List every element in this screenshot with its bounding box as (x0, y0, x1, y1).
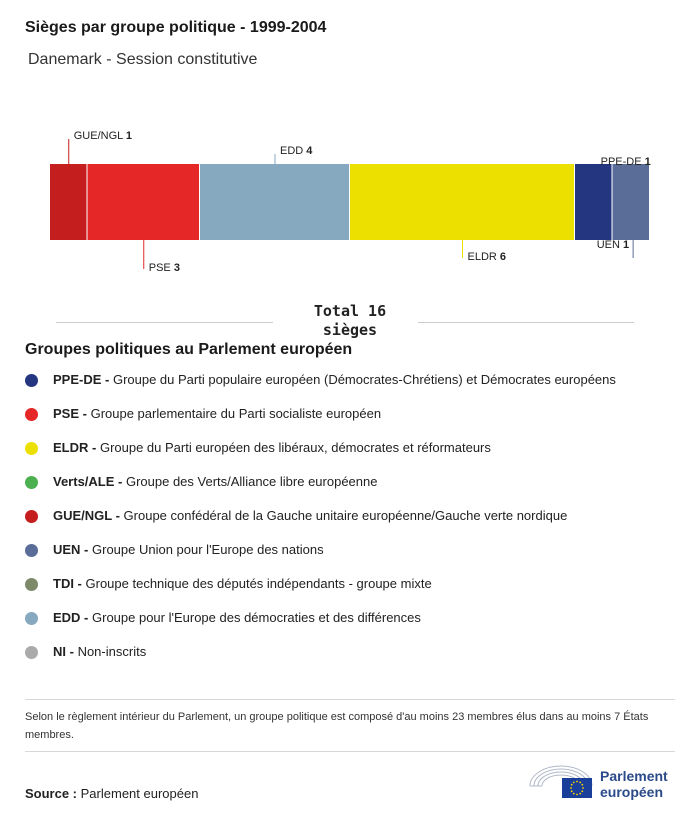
total-seats-label (290, 302, 410, 340)
legend-color-dot (25, 476, 38, 489)
segment-label (74, 130, 132, 142)
segment-label-name: GUE/NGL (73, 130, 126, 142)
source-label: Source : (25, 786, 78, 801)
segment-label-value: 1 (125, 130, 133, 142)
legend-description: Groupe Union pour l'Europe des nations (88, 542, 324, 557)
legend-description: Groupe du Parti européen des libéraux, démocrates et réformateurs (96, 440, 491, 455)
segment-label (597, 239, 629, 251)
legend-description: Groupe du Parti populaire européen (Démocrates-Chrétiens) et Démocrates européens (109, 372, 616, 387)
legend-color-dot (25, 646, 38, 659)
seats-bar-chart (0, 0, 700, 300)
legend-item (25, 608, 616, 642)
segment-label (601, 156, 651, 168)
legend-description: Groupe des Verts/Alliance libre européenne (122, 474, 378, 489)
legend-color-dot (25, 408, 38, 421)
bar-segment-uen (613, 164, 650, 240)
segment-label-name: ELDR (467, 251, 500, 263)
segment-label-value: 1 (644, 156, 651, 168)
total-divider-left (56, 322, 273, 323)
chart-subtitle: Danemark - Session constitutive (28, 51, 258, 68)
legend-item (25, 642, 616, 676)
legend-list (25, 370, 616, 676)
bar-segment-eldr (350, 164, 574, 240)
legend-description: Non-inscrits (73, 644, 147, 659)
legend-item (25, 574, 616, 608)
parliament-logo (528, 760, 688, 804)
source-value: Parlement européen (80, 786, 199, 801)
segment-label-name: PPE-DE (600, 156, 645, 168)
total-line-1: Total 16 (313, 302, 387, 320)
bar-segment-ppe-de (575, 164, 612, 240)
legend-abbreviation: UEN - (53, 542, 89, 557)
legend-description: Groupe technique des députés indépendants - groupe mixte (81, 576, 432, 591)
segment-label (468, 251, 507, 263)
legend-abbreviation: NI - (53, 644, 74, 659)
note-divider-top (25, 699, 675, 700)
segment-label-name: PSE (148, 262, 174, 274)
legend-abbreviation: EDD - (53, 610, 89, 625)
segment-label (280, 145, 313, 157)
legend-color-dot (25, 544, 38, 557)
note-divider-bottom (25, 751, 675, 752)
legend-abbreviation: TDI - (53, 576, 82, 591)
logo-wordmark (600, 768, 668, 800)
segment-label-value: 6 (499, 251, 507, 263)
legend-item (25, 404, 616, 438)
legend-item (25, 370, 616, 404)
legend-abbreviation: PSE - (53, 406, 87, 421)
footnote: Selon le règlement intérieur du Parlement, un groupe politique est composé d'au moins 23 membres élus dans au moins 7 États membres. (25, 711, 649, 741)
logo-line-1: Parlement (600, 768, 668, 784)
segment-label-value: 4 (306, 145, 313, 157)
total-divider-right (418, 322, 634, 323)
legend-abbreviation: Verts/ALE - (53, 474, 123, 489)
hemicycle-icon (528, 762, 596, 802)
segment-label-value: 3 (173, 262, 180, 274)
chart-title: Sièges par groupe politique - 1999-2004 (25, 19, 327, 36)
source-line (25, 786, 198, 801)
legend-color-dot (25, 612, 38, 625)
bar-segment-gue-ngl (50, 164, 87, 240)
segment-label-value: 1 (623, 239, 630, 251)
logo-line-2: européen (600, 784, 664, 800)
segment-label-name: UEN (596, 239, 623, 251)
legend-item (25, 540, 616, 574)
legend-color-dot (25, 578, 38, 591)
legend-abbreviation: GUE/NGL - (53, 508, 120, 523)
legend-color-dot (25, 510, 38, 523)
legend-item (25, 472, 616, 506)
legend-description: Groupe pour l'Europe des démocraties et des différences (88, 610, 421, 625)
bar-segment-pse (88, 164, 200, 240)
legend-description: Groupe parlementaire du Parti socialiste européen (86, 406, 382, 421)
bar-segment-edd (200, 164, 349, 240)
segment-label (149, 262, 180, 274)
legend-color-dot (25, 374, 38, 387)
legend-item (25, 506, 616, 540)
legend-description: Groupe confédéral de la Gauche unitaire européenne/Gauche verte nordique (119, 508, 568, 523)
legend-title: Groupes politiques au Parlement européen (25, 341, 353, 358)
legend-color-dot (25, 442, 38, 455)
legend-abbreviation: ELDR - (53, 440, 97, 455)
legend-item (25, 438, 616, 472)
segment-label-name: EDD (280, 145, 307, 157)
total-line-2: sièges (322, 321, 378, 339)
legend-abbreviation: PPE-DE - (53, 372, 110, 387)
